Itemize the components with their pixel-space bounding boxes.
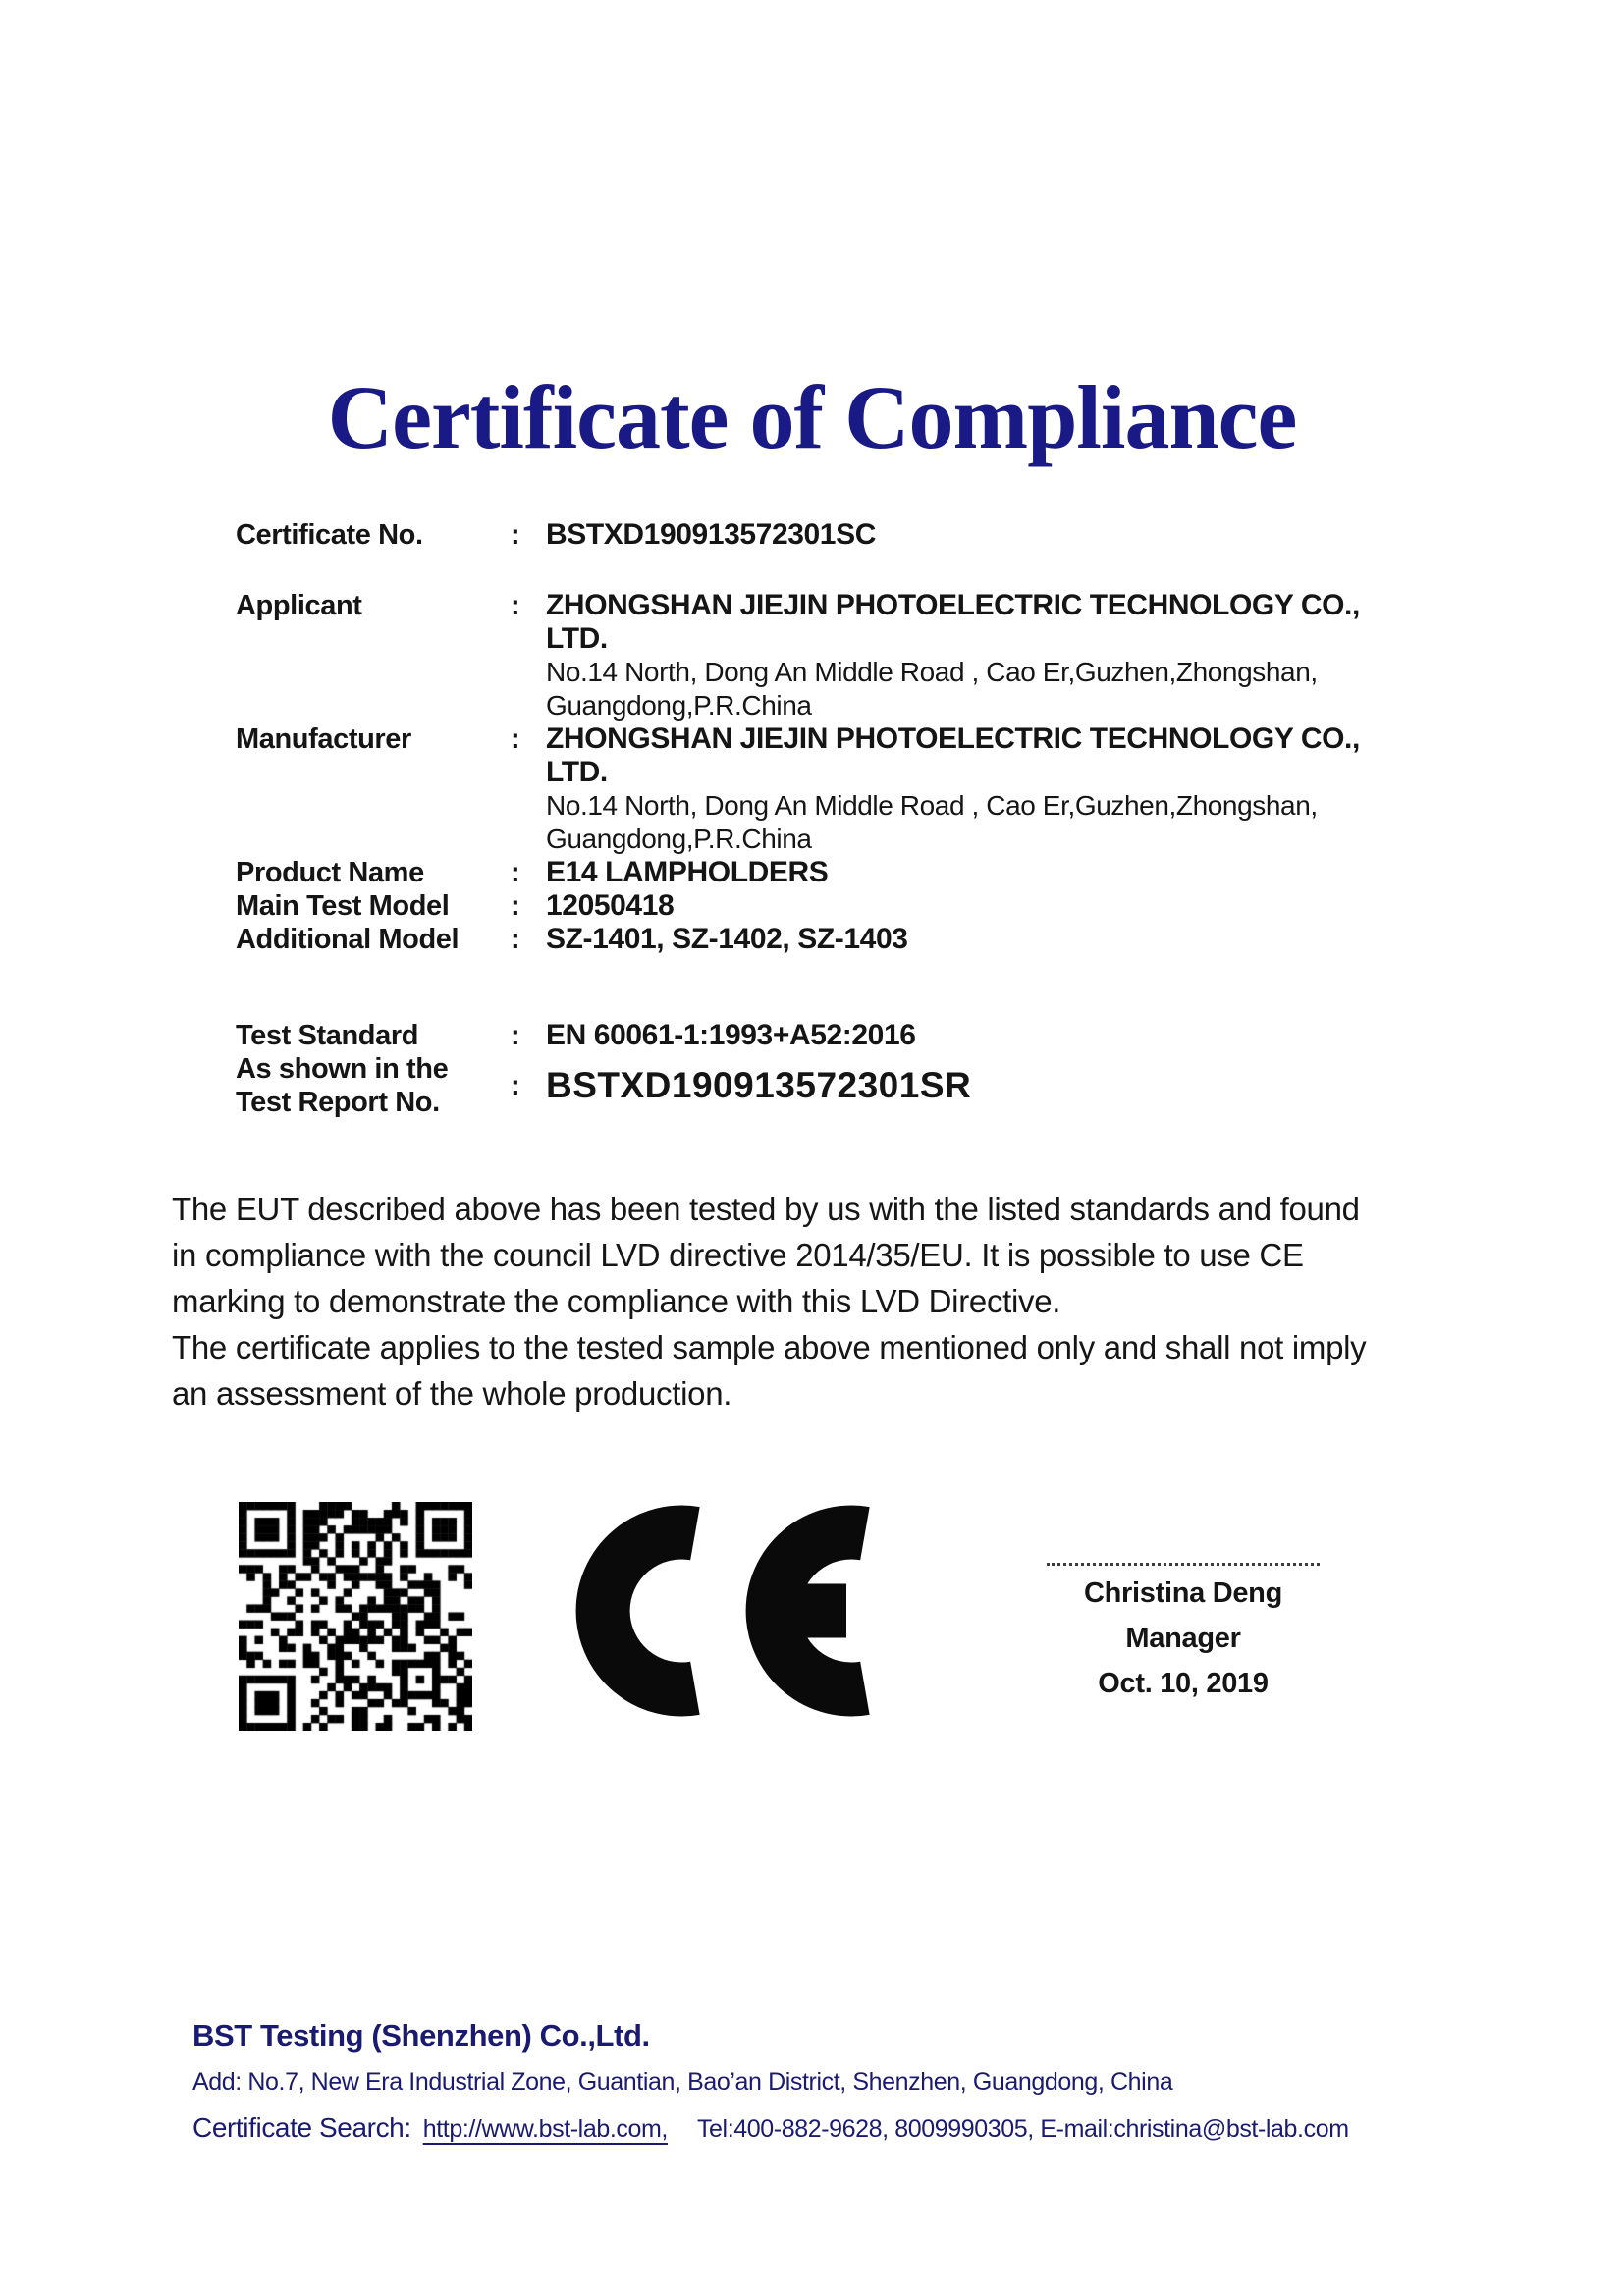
field-value [546,1019,1434,1052]
applicant-address-cont: Guangdong,P.R.China [546,690,812,721]
qr-code [239,1502,472,1731]
test-standard: EN 60061-1:1993+A52:2016 [546,1019,916,1051]
field-colon: : [511,890,520,922]
field-value [546,722,1434,856]
field-label: Product Name [236,857,424,888]
field-label: Manufacturer [236,723,411,755]
ce-mark-icon [575,1503,870,1719]
test-report-number: BSTXD190913572301SR [546,1065,972,1105]
main-test-model: 12050418 [546,889,675,922]
field-row-product-name [236,856,1434,889]
manufacturer-company: ZHONGSHAN JIEJIN PHOTOELECTRIC TECHNOLOGY CO., [546,722,1360,755]
field-label: Certificate No. [236,519,423,551]
signatory-role: Manager [1125,1623,1241,1654]
footer [192,2018,1498,2145]
footer-search-line [192,2112,1498,2145]
compliance-statement [172,1186,1478,1416]
applicant-company-cont: LTD. [546,622,608,655]
certificate-title: Certificate of Compliance [327,367,1297,467]
field-label: Main Test Model [236,890,450,922]
footer-contact-info: Tel:400-882-9628, 8009990305, E-mail:christina@bst-lab.com [696,2115,1349,2143]
additional-model: SZ-1401, SZ-1402, SZ-1403 [546,923,908,955]
field-label-line: As shown in the [236,1053,449,1085]
footer-company-name: BST Testing (Shenzhen) Co.,Ltd. [192,2018,650,2053]
field-value [546,923,1434,956]
field-row-certificate-no [236,518,1434,552]
field-colon: : [511,519,520,551]
field-colon: : [511,590,520,621]
field-value [546,589,1434,722]
signature-dotted-line [1047,1563,1320,1566]
field-row-test-report-no [236,1052,1434,1119]
field-colon: : [511,723,520,755]
statement-line: in compliance with the council LVD directive 2014/35/EU. It is possible to use CE [172,1237,1304,1273]
field-label: Applicant [236,590,362,621]
certificate-number: BSTXD190913572301SC [546,518,876,551]
statement-line: marking to demonstrate the compliance with this LVD Directive. [172,1283,1061,1319]
product-name: E14 LAMPHOLDERS [546,856,829,888]
field-label: Test Standard [236,1020,419,1051]
manufacturer-company-cont: LTD. [546,756,608,788]
certificate-fields [236,518,1434,1119]
signatory-name: Christina Deng [1083,1577,1283,1609]
applicant-address: No.14 North, Dong An Middle Road , Cao Er,Guzhen,Zhongshan, [546,657,1318,687]
field-colon: : [511,924,520,955]
field-row-test-standard [236,1019,1434,1052]
field-value [546,518,1434,552]
field-value [546,889,1434,923]
field-value [546,856,1434,889]
statement-line: The EUT described above has been tested by us with the listed standards and found [172,1191,1360,1227]
statement-line: The certificate applies to the tested sample above mentioned only and shall not imply [172,1329,1367,1365]
manufacturer-address: No.14 North, Dong An Middle Road , Cao Er,Guzhen,Zhongshan, [546,790,1318,821]
field-label: Additional Model [236,924,460,955]
field-row-main-test-model [236,889,1434,923]
field-row-applicant [236,589,1434,722]
field-row-additional-model [236,923,1434,956]
qr-code-block [239,1502,472,1735]
field-label-line: Test Report No. [236,1087,440,1118]
certificate-search-label: Certificate Search: [192,2112,411,2143]
statement-line: an assessment of the whole production. [172,1375,732,1412]
field-colon: : [511,1020,520,1051]
certificate-search-url: http://www.bst-lab.com, [422,2115,668,2143]
field-value [546,1065,1434,1105]
field-label [236,1052,511,1119]
ce-mark-block [575,1503,870,1724]
signature-date: Oct. 10, 2019 [1098,1668,1269,1699]
footer-address: Add: No.7, New Era Industrial Zone, Guantian, Bao’an District, Shenzhen, Guangdong, China [192,2068,1173,2096]
field-colon: : [511,1070,520,1101]
field-row-manufacturer [236,722,1434,856]
manufacturer-address-cont: Guangdong,P.R.China [546,824,812,854]
signature-block [1026,1563,1340,1700]
applicant-company: ZHONGSHAN JIEJIN PHOTOELECTRIC TECHNOLOGY CO., [546,589,1360,621]
field-colon: : [511,857,520,888]
